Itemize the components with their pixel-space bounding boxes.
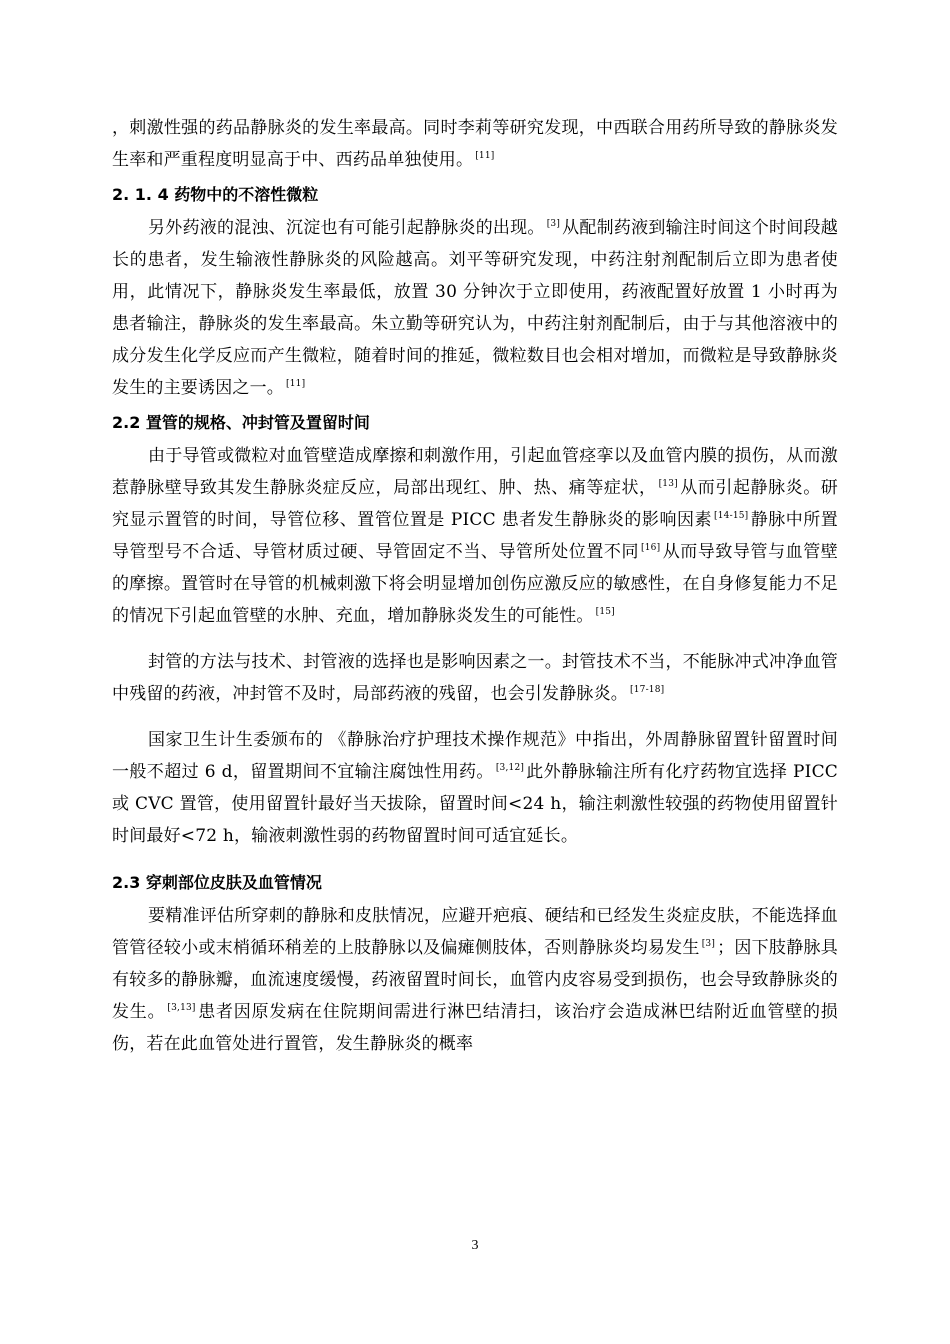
- page-content: [112, 112, 838, 1060]
- paragraph-6-text-c: 患者因原发病在住院期间需进行淋巴结清扫，该治疗会造成淋巴结附近血管壁的损伤，若在此血管处进行置管，发生静脉炎的概率: [112, 1002, 838, 1054]
- paragraph-5-text-b: 此外静脉输注所有化疗药物宜选择 PICC 或 CVC 置管，使用留置针最好当天拔除，留置时间<24 h，输注刺激性较强的药物使用留置针时间最好<72 h，输液刺激性弱的药物留置时间可适宜延长。: [112, 762, 838, 846]
- paragraph-5: [112, 724, 838, 852]
- paragraph-3-text-b: 从而引起静脉炎。研究显示置管的时间，导管位移、置管位置是 PICC 患者发生静脉炎的影响因素: [112, 478, 838, 530]
- citation: [16]: [641, 543, 661, 553]
- paragraph-3: [112, 440, 838, 632]
- citation: [13]: [658, 479, 678, 489]
- citation: [17-18]: [630, 685, 665, 695]
- paragraph-4: [112, 646, 838, 710]
- section-heading-2-3: 2.3 穿刺部位皮肤及血管情况: [112, 873, 322, 892]
- citation: [3]: [701, 939, 716, 949]
- citation: [14-15]: [714, 511, 749, 521]
- paragraph-3-text-c: 静脉中所置导管型号不合适、导管材质过硬、导管固定不当、导管所处位置不同: [112, 510, 839, 562]
- section-heading-2-1-4: 2. 1. 4 药物中的不溶性微粒: [112, 185, 319, 204]
- paragraph-2-text-a: 另外药液的混浊、沉淀也有可能引起静脉炎的出现。: [148, 218, 545, 238]
- paragraph-3-text-d: 从而导致导管与血管壁的摩擦。置管时在导管的机械刺激下将会明显增加创伤应激反应的敏感性，在自身修复能力不足的情况下引起血管壁的水肿、充血，增加静脉炎发生的可能性。: [112, 542, 839, 626]
- paragraph-6-text-a: 要精准评估所穿刺的静脉和皮肤情况，应避开疤痕、硬结和已经发生炎症皮肤，不能选择血管管径较小或末梢循环稍差的上肢静脉以及偏瘫侧肢体，否则静脉炎均易发生: [112, 906, 838, 958]
- page-number: 3: [471, 1238, 479, 1253]
- section-heading-2-2: 2.2 置管的规格、冲封管及置留时间: [112, 413, 370, 432]
- paragraph-2-text-b: 从配制药液到输注时间这个时间段越长的患者，发生输液性静脉炎的风险越高。刘平等研究发现，中药注射剂配制后立即为患者使用，此情况下，静脉炎发生率最低，放置 30 分钟次于立即使用，药液配置好放置 1 小时再为患者输注，静脉炎的发生率最高。朱立勤等研究认为，中药注射剂配制后，由于与其他溶液中的成分发生化学反应而产生微粒，随着时间的推延，微粒数目也会相对增加，而微粒是导致静脉炎发生的主要诱因之一。: [112, 218, 838, 398]
- paragraph-6-text-b: ；因下肢静脉具有较多的静脉瓣，血流速度缓慢，药液留置时间长，血管内皮容易受到损伤，也会导致静脉炎的发生。: [112, 938, 838, 1022]
- paragraph-1: [112, 112, 838, 176]
- citation: [11]: [475, 151, 495, 161]
- citation: [3,12]: [495, 763, 525, 773]
- citation: [11]: [286, 379, 306, 389]
- paragraph-5-text-a: 国家卫生计生委颁布的 《静脉治疗护理技术操作规范》中指出，外周静脉留置针留置时间一般不超过 6 d，留置期间不宜输注腐蚀性用药。: [112, 730, 838, 782]
- citation: [15]: [595, 607, 615, 617]
- paragraph-3-text-a: 由于导管或微粒对血管壁造成摩擦和刺激作用，引起血管痉挛以及血管内膜的损伤，从而激惹静脉壁导致其发生静脉炎症反应，局部出现红、肿、热、痛等症状，: [112, 446, 838, 498]
- paragraph-1-text: ，刺激性强的药品静脉炎的发生率最高。同时李莉等研究发现，中西联合用药所导致的静脉炎发生率和严重程度明显高于中、西药品单独使用。: [112, 118, 838, 170]
- citation: [3]: [546, 219, 561, 229]
- citation: [3,13]: [167, 1003, 196, 1013]
- paragraph-4-text: 封管的方法与技术、封管液的选择也是影响因素之一。封管技术不当，不能脉冲式冲净血管中残留的药液，冲封管不及时，局部药液的残留，也会引发静脉炎。: [112, 652, 838, 704]
- paragraph-6: [112, 900, 838, 1060]
- paragraph-2: [112, 212, 838, 404]
